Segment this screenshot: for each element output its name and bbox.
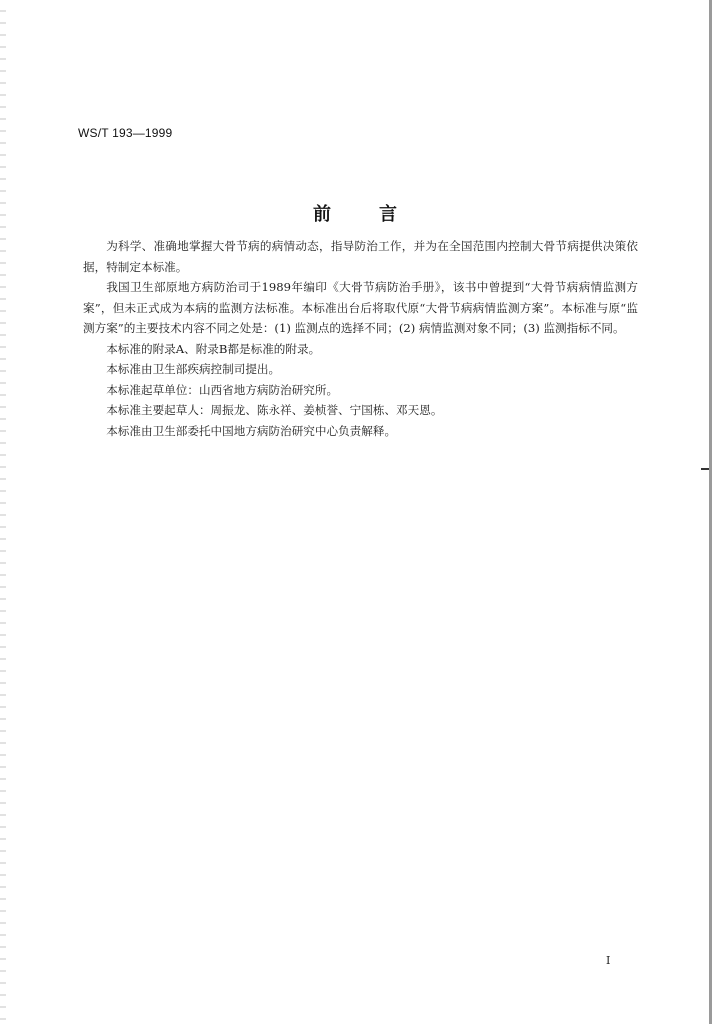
page-number: I (606, 954, 611, 967)
paragraph-interpretation: 本标准由卫生部委托中国地方病防治研究中心负责解释。 (106, 423, 397, 438)
title-char-1: 前 (313, 204, 333, 225)
page-title (0, 200, 712, 226)
foreword-body (83, 236, 638, 441)
paragraph-appendix: 本标准的附录A、附录B都是标准的附录。 (106, 341, 321, 356)
margin-tick-mark (701, 468, 709, 470)
paragraph-drafters: 本标准主要起草人：周振龙、陈永祥、姜桢誉、宁国栋、邓天恩。 (106, 403, 443, 417)
paragraph-drafting-unit: 本标准起草单位：山西省地方病防治研究所。 (106, 382, 339, 397)
scan-edge-left (0, 0, 6, 1024)
paragraph-purpose: 为科学、准确地掌握大骨节病的病情动态，指导防治工作，并为在全国范围内控制大骨节病提供决策依据，特制定本标准。 (83, 239, 638, 274)
title-char-2: 言 (379, 204, 399, 225)
standard-code: WS/T 193—1999 (78, 126, 173, 140)
paragraph-background: 我国卫生部原地方病防治司于1989年编印《大骨节病防治手册》，该书中曾提到“大骨节病病情监测方案”，但未正式成为本病的监测方法标准。本标准出台后将取代原“大骨节病病情监测方案”。本标准与原“监测方案”的主要技术内容不同之处是：(1) 监测点的选择不同；(2) 病情监测对象不同；(3) 监测指标不同。 (83, 280, 638, 335)
paragraph-proposer: 本标准由卫生部疾病控制司提出。 (106, 362, 281, 376)
